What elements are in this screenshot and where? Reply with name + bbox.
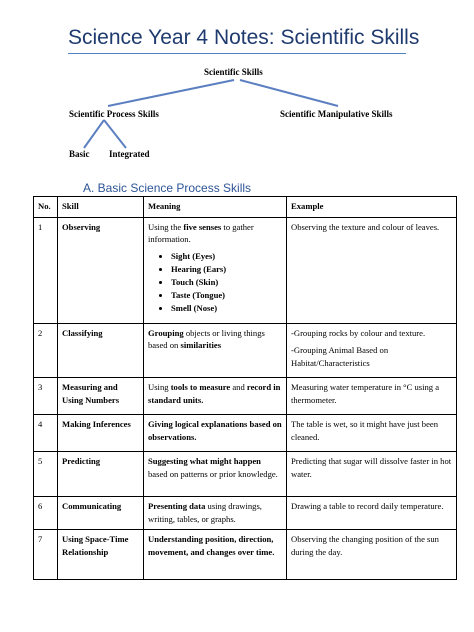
- meaning-text: to gather information.: [148, 221, 254, 244]
- title-divider: [68, 53, 406, 54]
- row-number: 2: [34, 323, 58, 378]
- meaning-bold-text: five senses: [183, 221, 222, 232]
- meaning-text: Using: [148, 382, 171, 392]
- example-text: Measuring water temperature in °C using a thermometer.: [291, 382, 440, 405]
- connector-root-process: [108, 80, 234, 106]
- row-number: 7: [34, 530, 58, 580]
- skill-example: [287, 378, 457, 415]
- senses-list-item: • Taste (Tongue): [171, 289, 282, 302]
- senses-list-item: • Hearing (Ears): [171, 263, 282, 276]
- skill-meaning: [144, 323, 287, 378]
- skill-example: [287, 452, 457, 497]
- table-row: [34, 530, 457, 580]
- section-heading: A. Basic Science Process Skills: [83, 181, 252, 195]
- connector-root-manipulative: [240, 80, 338, 106]
- example-text: Observing the texture and colour of leaves.: [291, 221, 440, 232]
- table-body: [34, 217, 457, 580]
- skill-example: [287, 497, 457, 530]
- skill-name: Observing: [58, 217, 144, 323]
- meaning-bold-text: Suggesting what might happen: [148, 456, 261, 466]
- example-text: Predicting that sugar will dissolve faster in hot water.: [291, 456, 452, 479]
- table-row: [34, 497, 457, 530]
- senses-list-item: • Touch (Skin): [171, 276, 282, 289]
- row-number: 1: [34, 217, 58, 323]
- header-no: No.: [34, 197, 58, 218]
- senses-list-item: • Sight (Eyes): [171, 250, 282, 263]
- example-text: -Grouping rocks by colour and texture.: [291, 327, 426, 338]
- meaning-text: based on patterns or prior knowledge.: [148, 468, 278, 479]
- header-meaning: Meaning: [144, 197, 287, 218]
- senses-list: [148, 250, 282, 315]
- example-text: Observing the changing position of the sun during the day.: [291, 534, 439, 557]
- skill-meaning: [144, 217, 287, 323]
- skill-meaning: [144, 415, 287, 452]
- meaning-bold-text: Presenting data: [148, 501, 206, 511]
- skill-name: Communicating: [58, 497, 144, 530]
- meaning-bold-text: record in standard units.: [148, 382, 281, 405]
- diagram-root-label: Scientific Skills: [204, 67, 263, 77]
- example-text: The table is wet, so it might have just been cleaned.: [291, 419, 439, 442]
- diagram-manipulative-label: Scientific Manipulative Skills: [280, 109, 393, 119]
- row-number: 3: [34, 378, 58, 415]
- skill-name: Using Space-Time Relationship: [58, 530, 144, 580]
- table-header-row: [34, 197, 457, 218]
- senses-list-item: • Smell (Nose): [171, 302, 282, 315]
- skill-example: [287, 530, 457, 580]
- table-row: [34, 323, 457, 378]
- header-example: Example: [287, 197, 457, 218]
- diagram-process-label: Scientific Process Skills: [69, 109, 159, 119]
- skill-example: [287, 415, 457, 452]
- meaning-bold-text: Giving logical explanations based on observations.: [148, 419, 282, 442]
- meaning-bold-text: similarities: [180, 340, 222, 350]
- row-number: 5: [34, 452, 58, 497]
- connector-process-basic: [84, 120, 104, 148]
- skills-table: [33, 196, 457, 580]
- skill-example: [287, 217, 457, 323]
- skill-meaning: [144, 378, 287, 415]
- skill-meaning: [144, 530, 287, 580]
- row-number: 6: [34, 497, 58, 530]
- skill-meaning: [144, 452, 287, 497]
- table-row: [34, 415, 457, 452]
- diagram-basic-label: Basic: [69, 149, 90, 159]
- row-number: 4: [34, 415, 58, 452]
- skill-meaning: [144, 497, 287, 530]
- meaning-text: and: [230, 382, 247, 392]
- meaning-text: Using the: [148, 221, 184, 232]
- diagram-integrated-label: Integrated: [109, 149, 150, 159]
- meaning-bold-text: Understanding position, direction, movement, and changes over time.: [148, 534, 275, 557]
- example-text: Drawing a table to record daily temperature.: [291, 501, 444, 511]
- meaning-text: objects or living things based on: [148, 327, 265, 350]
- meaning-text: using drawings, writing, tables, or graphs.: [148, 501, 262, 524]
- table-row: [34, 378, 457, 415]
- skill-name: Predicting: [58, 452, 144, 497]
- header-skill: Skill: [58, 197, 144, 218]
- table-row: [34, 217, 457, 323]
- skill-name: Making Inferences: [58, 415, 144, 452]
- skill-name: Classifying: [58, 323, 144, 378]
- example-text: -Grouping Animal Based on Habitat/Characteristics: [291, 345, 389, 368]
- table-row: [34, 452, 457, 497]
- page-title: Science Year 4 Notes: Scientific Skills: [68, 26, 420, 49]
- skill-example: [287, 323, 457, 378]
- meaning-bold-text: tools to measure: [170, 382, 231, 392]
- skill-name: Measuring and Using Numbers: [58, 378, 144, 415]
- meaning-bold-text: Grouping: [148, 327, 184, 338]
- connector-process-integrated: [104, 120, 126, 148]
